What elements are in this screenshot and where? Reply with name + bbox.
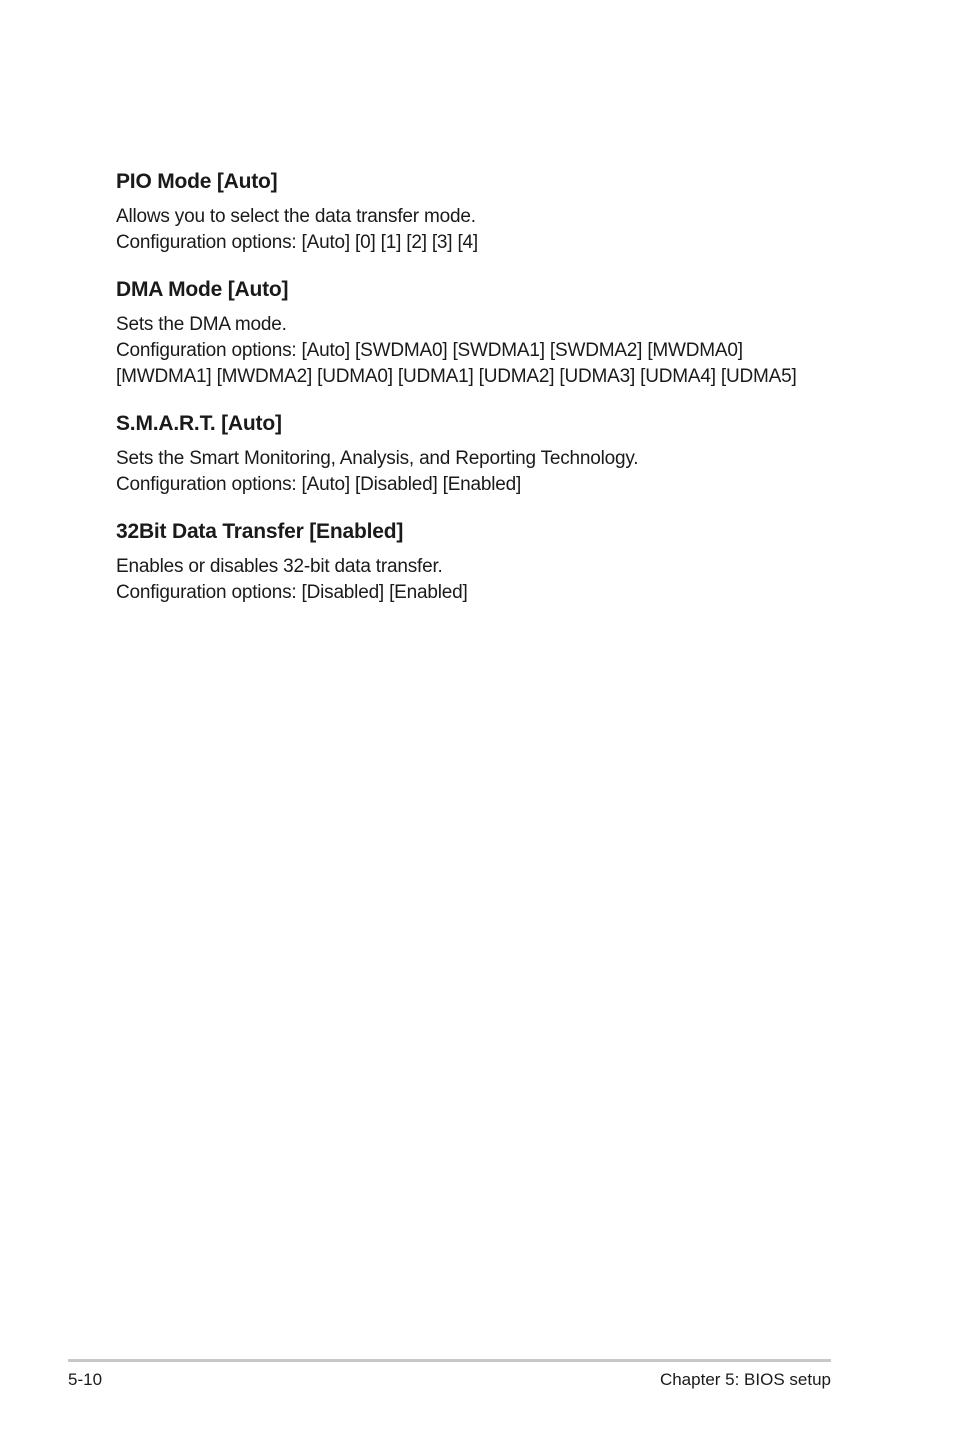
section-description: Enables or disables 32-bit data transfer. <box>116 556 443 577</box>
page-number: 5-10 <box>68 1370 103 1389</box>
section-options: Configuration options: [Auto] [0] [1] [2] [3] [4] <box>116 232 478 253</box>
chapter-title: Chapter 5: BIOS setup <box>659 1370 831 1389</box>
section-description: Sets the DMA mode. <box>116 314 287 335</box>
section-options: Configuration options: [Disabled] [Enabled] <box>116 582 468 603</box>
section-title: DMA Mode [Auto] <box>116 278 289 301</box>
section-options: Configuration options: [Auto] [SWDMA0] [SWDMA1] [SWDMA2] [MWDMA0] <box>116 340 743 361</box>
section-title: 32Bit Data Transfer [Enabled] <box>116 520 404 543</box>
section-options-continued: [MWDMA1] [MWDMA2] [UDMA0] [UDMA1] [UDMA2] [UDMA3] [UDMA4] [UDMA5] <box>116 366 797 387</box>
section-dma-mode <box>116 276 876 390</box>
section-options: Configuration options: [Auto] [Disabled] [Enabled] <box>116 474 522 495</box>
section-description: Sets the Smart Monitoring, Analysis, and Reporting Technology. <box>116 448 639 469</box>
section-32bit-data-transfer <box>116 518 876 606</box>
section-title: S.M.A.R.T. [Auto] <box>116 412 282 435</box>
section-pio-mode <box>116 168 876 256</box>
section-title: PIO Mode [Auto] <box>116 170 278 193</box>
section-description: Allows you to select the data transfer mode. <box>116 206 476 227</box>
document-body <box>116 168 876 626</box>
section-smart <box>116 410 876 498</box>
footer-divider <box>68 1359 831 1362</box>
